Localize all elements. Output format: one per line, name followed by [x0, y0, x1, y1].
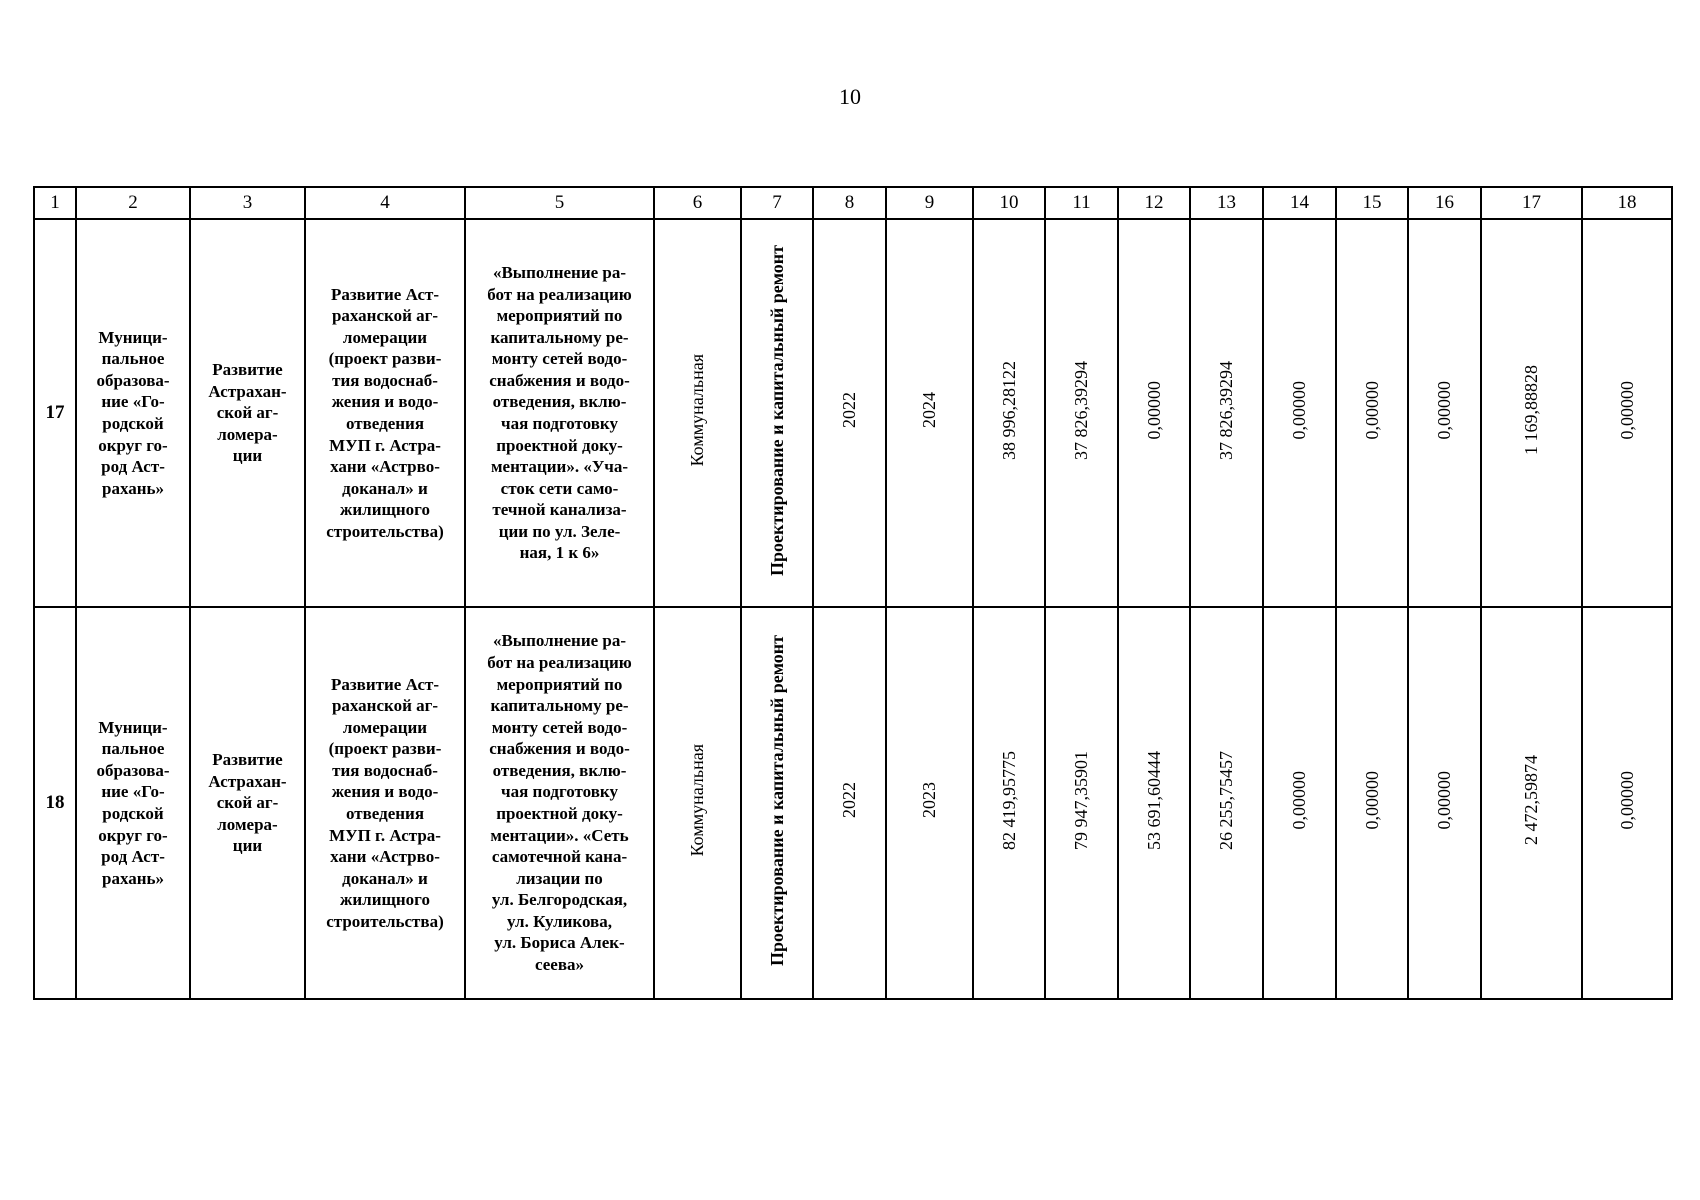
col-header-6: 6	[654, 187, 741, 219]
value-cell-14	[1263, 219, 1336, 607]
project-cell: Развитие Аст- раханской аг- ломерации (проект разви- тия водоснаб- жения и водо- отведения МУП г. Астра- хани «Астрво- доканал» и жилищного строительства)	[305, 219, 465, 607]
start-year-text: 2022	[839, 392, 860, 429]
work-description-cell: «Выполнение ра- бот на реализацию мероприятий по капитальному ре- монту сетей водо- снабжения и водо- отведения, вклю- чая подготовку проектной доку- ментации». «Уча- сток сети само- течной канализа- ции по ул. Зеле- ная, 1 к 6»	[465, 219, 654, 607]
value-text-17: 1 169,88828	[1521, 365, 1542, 456]
value-text-16: 0,00000	[1434, 770, 1455, 830]
value-text-18: 0,00000	[1616, 380, 1637, 440]
value-text-10: 82 419,95775	[998, 750, 1019, 850]
value-text-11: 37 826,39294	[1071, 360, 1092, 460]
col-header-7: 7	[741, 187, 813, 219]
end-year-text: 2024	[919, 392, 940, 429]
start-year-text: 2022	[839, 782, 860, 819]
start-year-cell	[813, 219, 886, 607]
work-type-cell	[741, 607, 813, 999]
municipality-cell: Муници- пальное образова- ние «Го- родской округ го- род Аст- рахань»	[76, 607, 190, 999]
work-type-text: Проектирование и капитальный ремонт	[766, 634, 787, 966]
col-header-17: 17	[1481, 187, 1582, 219]
value-text-13: 26 255,75457	[1216, 750, 1237, 850]
table-row	[34, 219, 1672, 607]
table-row	[34, 607, 1672, 999]
end-year-text: 2023	[919, 782, 940, 819]
value-cell-10	[973, 219, 1045, 607]
col-header-15: 15	[1336, 187, 1408, 219]
value-cell-13	[1190, 607, 1263, 999]
value-cell-14	[1263, 607, 1336, 999]
value-cell-15	[1336, 219, 1408, 607]
start-year-cell	[813, 607, 886, 999]
col-header-4: 4	[305, 187, 465, 219]
col-header-8: 8	[813, 187, 886, 219]
value-text-18: 0,00000	[1616, 770, 1637, 830]
end-year-cell	[886, 607, 973, 999]
category-text: Коммунальная	[687, 354, 708, 467]
value-cell-18	[1582, 219, 1672, 607]
col-header-2: 2	[76, 187, 190, 219]
value-cell-13	[1190, 219, 1263, 607]
category-cell	[654, 607, 741, 999]
value-cell-17	[1481, 219, 1582, 607]
value-text-11: 79 947,35901	[1071, 750, 1092, 850]
value-cell-16	[1408, 219, 1481, 607]
program-table	[33, 186, 1673, 1000]
row-number: 17	[34, 219, 76, 607]
col-header-16: 16	[1408, 187, 1481, 219]
value-cell-18	[1582, 607, 1672, 999]
col-header-1: 1	[34, 187, 76, 219]
col-header-18: 18	[1582, 187, 1672, 219]
value-cell-10	[973, 607, 1045, 999]
value-cell-15	[1336, 607, 1408, 999]
category-cell	[654, 219, 741, 607]
col-header-5: 5	[465, 187, 654, 219]
value-cell-16	[1408, 607, 1481, 999]
value-cell-12	[1118, 607, 1190, 999]
value-text-12: 53 691,60444	[1143, 750, 1164, 850]
value-text-16: 0,00000	[1434, 380, 1455, 440]
program-cell: Развитие Астрахан- ской аг- ломера- ции	[190, 219, 305, 607]
value-text-10: 38 996,28122	[998, 360, 1019, 460]
project-cell: Развитие Аст- раханской аг- ломерации (проект разви- тия водоснаб- жения и водо- отведения МУП г. Астра- хани «Астрво- доканал» и жилищного строительства)	[305, 607, 465, 999]
col-header-13: 13	[1190, 187, 1263, 219]
row-number: 18	[34, 607, 76, 999]
value-cell-12	[1118, 219, 1190, 607]
page-number: 10	[839, 84, 861, 109]
col-header-9: 9	[886, 187, 973, 219]
value-text-14: 0,00000	[1289, 770, 1310, 830]
value-cell-17	[1481, 607, 1582, 999]
category-text: Коммунальная	[687, 744, 708, 857]
work-description-cell: «Выполнение ра- бот на реализацию мероприятий по капитальному ре- монту сетей водо- снабжения и водо- отведения, вклю- чая подготовку проектной доку- ментации». «Сеть самотечной кана- лизации по ул. Белгородская, ул. Куликова, ул. Бориса Алек- сеева»	[465, 607, 654, 999]
value-text-15: 0,00000	[1361, 770, 1382, 830]
col-header-11: 11	[1045, 187, 1118, 219]
col-header-14: 14	[1263, 187, 1336, 219]
end-year-cell	[886, 219, 973, 607]
work-type-text: Проектирование и капитальный ремонт	[766, 244, 787, 576]
value-text-14: 0,00000	[1289, 380, 1310, 440]
col-header-10: 10	[973, 187, 1045, 219]
value-cell-11	[1045, 607, 1118, 999]
value-text-17: 2 472,59874	[1521, 755, 1542, 846]
value-text-12: 0,00000	[1143, 380, 1164, 440]
col-header-12: 12	[1118, 187, 1190, 219]
value-text-13: 37 826,39294	[1216, 360, 1237, 460]
value-text-15: 0,00000	[1361, 380, 1382, 440]
header-row	[34, 187, 1672, 219]
value-cell-11	[1045, 219, 1118, 607]
col-header-3: 3	[190, 187, 305, 219]
work-type-cell	[741, 219, 813, 607]
table-header	[34, 187, 1672, 219]
program-cell: Развитие Астрахан- ской аг- ломера- ции	[190, 607, 305, 999]
municipality-cell: Муници- пальное образова- ние «Го- родской округ го- род Аст- рахань»	[76, 219, 190, 607]
